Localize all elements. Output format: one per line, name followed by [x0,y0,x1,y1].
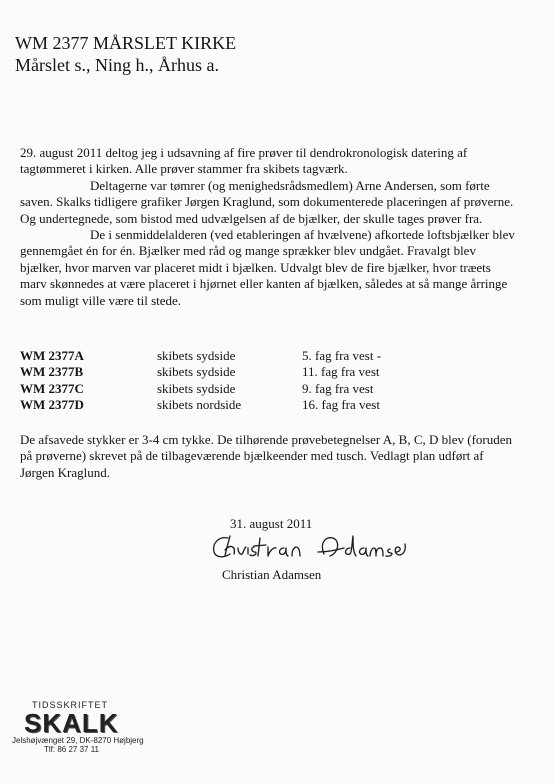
sample-position: 11. fag fra vest [302,364,380,380]
sample-row [20,364,520,380]
sample-id: WM 2377B [20,364,84,380]
handwritten-signature [208,530,408,564]
stamp-address: Jelshøjvænget 29, DK-8270 Højbjerg [12,736,144,745]
sample-id: WM 2377A [20,348,84,363]
signature-date: 31. august 2011 [230,516,313,531]
sample-position: 16. fag fra vest [302,397,380,413]
body-text [20,145,520,309]
stamp-phone: Tlf: 86 27 37 11 [44,745,99,754]
paragraph-selection: De i senmiddelalderen (ved etableringen af hvælvene) afkortede loftsbjælker blev gennemgået én for én. Bjælker med råd og mange sprækker blev undgået. Fravalgt blev bjælker, hvor marven var placeret midt i bjælken. Udvalgt blev de fire bjælker, hvor træets marv skønnedes at være placeret i hjørnet eller kanten af bjælken, således at så mange årringe som muligt ville være til stede. [20,227,515,308]
sample-position: 9. fag fra vest [302,380,374,396]
skalk-logo: SKALK [24,708,119,738]
header [15,32,236,76]
paragraph-intro: 29. august 2011 deltog jeg i udsavning af fire prøver til dendrokronologisk datering af tagtømmeret i kirken. Alle prøver stammer fra skibets tagværk. [20,145,468,177]
sample-row [20,348,520,364]
signer-name: Christian Adamsen [222,567,322,582]
sample-position: 5. fag fra vest - [302,348,382,363]
stamp-kicker: TIDSSKRIFTET [32,700,109,710]
paragraph-closing: De afsavede stykker er 3-4 cm tykke. De tilhørende prøvebetegnelser A, B, C, D blev (foruden på prøverne) skrevet på de tilbageværende bjælkeender med tusch. Vedlagt plan udført af Jørgen Kraglund. [20,432,513,480]
sample-id: WM 2377C [20,380,84,396]
paragraph-participants: Deltagerne var tømrer (og menighedsrådsmedlem) Arne Andersen, som førte saven. Skalks tidligere grafiker Jørgen Kraglund, som dokumenterede placeringen af prøverne. Og undertegnede, som bistod med udvælgelsen af de bjælker, der skulle tages prøver fra. [20,177,514,226]
sample-location: skibets sydside [157,380,236,396]
document-title: WM 2377 MÅRSLET KIRKE [15,33,237,53]
sample-id: WM 2377D [20,397,84,413]
sample-location: skibets sydside [157,348,236,363]
sample-location: skibets nordside [157,397,242,413]
skalk-stamp [12,700,162,754]
document-subtitle: Mårslet s., Ning h., Århus a. [15,55,219,75]
sample-row [20,381,520,397]
sample-location: skibets sydside [157,364,236,380]
sample-list [20,348,520,414]
sample-row [20,397,520,413]
